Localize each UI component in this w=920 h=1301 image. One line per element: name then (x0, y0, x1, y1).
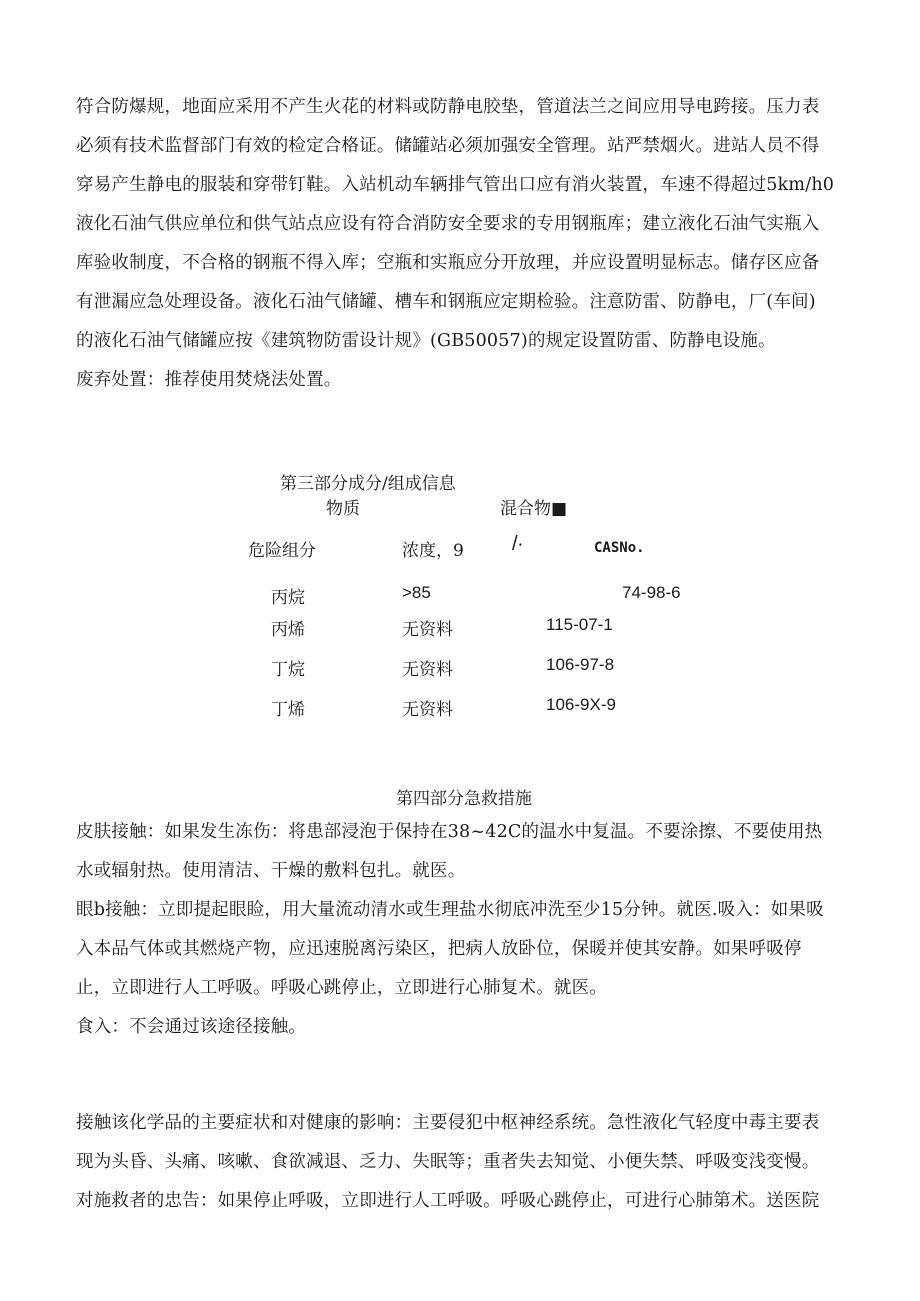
storage-line: 液化石油气供应单位和供气站点应设有符合消防安全要求的专用钢瓶库；建立液化石油气实瓶入 (76, 214, 820, 234)
header-concentration: 浓度，9 (402, 541, 464, 561)
component-name: 丙烷 (271, 588, 305, 608)
header-component: 危险组分 (248, 541, 316, 561)
component-concentration: 无资料 (402, 660, 453, 680)
component-name: 丙烯 (271, 620, 305, 640)
eye-contact-line: 入本品气体或其燃烧产物，应迅速脱离污染区，把病人放卧位，保暖并使其安静。如果呼吸停 (76, 939, 802, 959)
component-cas: 106-9X-9 (546, 695, 616, 714)
symptoms-paragraph (76, 1104, 866, 1221)
ingestion-text: 食入：不会通过该途径接触。 (76, 1017, 307, 1037)
component-concentration: >85 (402, 583, 431, 602)
eye-contact-line: 止，立即进行人工呼吸。呼吸心跳停止，立即进行心肺复术。就医。 (76, 978, 607, 998)
component-concentration: 无资料 (402, 700, 453, 720)
component-name: 丁烯 (271, 700, 305, 720)
component-cas: 106-97-8 (546, 655, 615, 674)
symptom-line: 现为头昏、头痛、咳嗽、食欲减退、乏力、失眠等；重者失去知觉、小便失禁、呼吸变浅变慢。 (76, 1152, 820, 1172)
symptom-line: 对施救者的忠告：如果停止呼吸，立即进行人工呼吸。呼吸心跳停止，可进行心肺第术。送医院 (76, 1191, 820, 1211)
component-concentration: 无资料 (402, 620, 453, 640)
skin-contact-line: 水或辐射热。使用清洁、干燥的敷料包扎。就医。 (76, 861, 466, 881)
component-cas: 74-98-6 (622, 583, 681, 602)
part3-title: 第三部分成分/组成信息 (280, 474, 456, 494)
header-slash: /∙ (512, 533, 524, 555)
header-cas: CASNo. (594, 540, 645, 556)
skin-contact-line: 皮肤接触：如果发生冻伤：将患部浸泡于保持在38~42C的温水中复温。不要涂擦、不要使用热 (76, 822, 823, 842)
storage-paragraph (76, 88, 866, 400)
storage-line: 穿易产生静电的服装和穿带钉鞋。入站机动车辆排气管出口应有消火装置，车速不得超过5km/h0 (76, 175, 835, 195)
eye-contact-line: 眼b接触：立即提起眼睑，用大量流动清水或生理盐水彻底冲洗至少15分钟。就医.吸入：如果吸 (76, 900, 824, 920)
storage-line: 必须有技术监督部门有效的检定合格证。储罐站必须加强安全管理。站严禁烟火。进站人员不得 (76, 136, 820, 156)
storage-line: 符合防爆规，地面应采用不产生火花的材料或防静电胶垫，管道法兰之间应用导电跨接。压力表 (76, 97, 820, 117)
storage-line: 有泄漏应急处理设备。液化石油气储罐、槽车和钢瓶应定期检验。注意防雷、防静电，厂(车间) (76, 292, 816, 312)
storage-line: 库验收制度，不合格的钢瓶不得入库；空瓶和实瓶应分开放理，并应设置明显标志。储存区应备 (76, 253, 820, 273)
substance-label: 物质 (326, 499, 360, 519)
mixture-label: 混合物■ (500, 499, 568, 519)
first-aid-paragraph (76, 813, 866, 1047)
symptom-line: 接触该化学品的主要症状和对健康的影响：主要侵犯中枢神经系统。急性液化气轻度中毒主要表 (76, 1113, 820, 1133)
storage-line: 的液化石油气储罐应按《建筑物防雷设计规》(GB50057)的规定设置防雷、防静电设施。 (76, 331, 776, 351)
component-cas: 115-07-1 (546, 615, 613, 634)
disposal-text: 废弃处置：推荐使用焚烧法处置。 (76, 370, 342, 390)
component-name: 丁烷 (271, 660, 305, 680)
part4-title: 第四部分急救措施 (396, 789, 532, 809)
